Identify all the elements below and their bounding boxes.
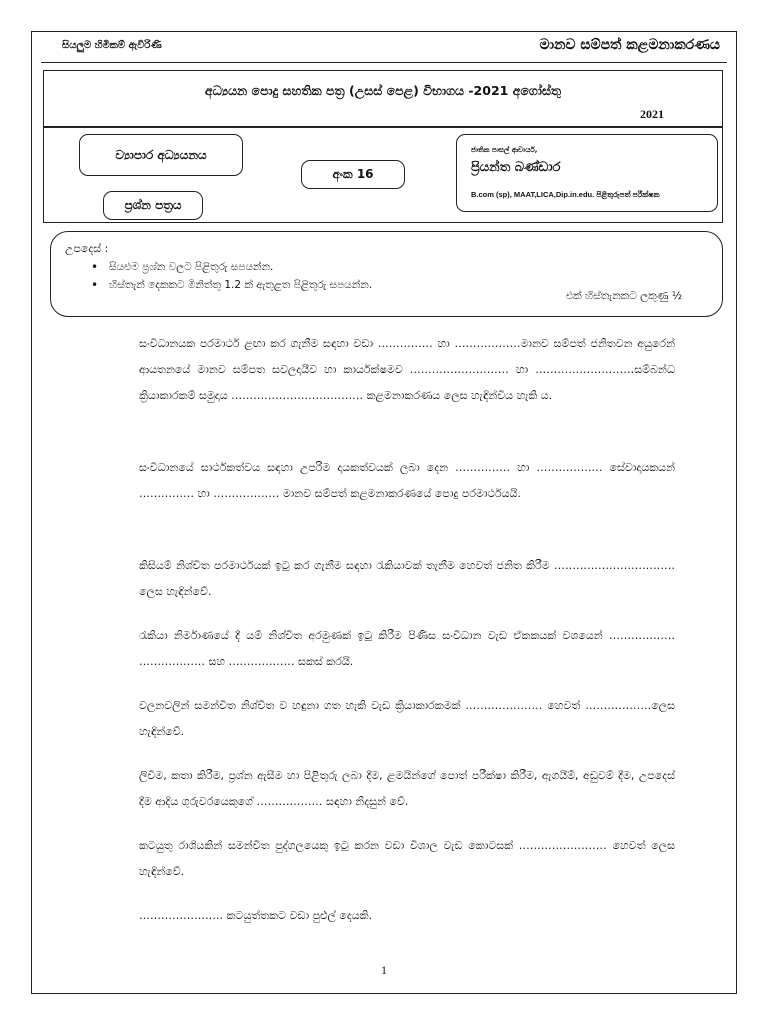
document-topic: මානව සම්පත් කළමනාකරණය xyxy=(539,37,720,53)
paper-type-box xyxy=(103,191,203,220)
copyright-notice: සියලුම හිමිකම් ඇවිරිණි xyxy=(62,40,162,51)
header-divider xyxy=(41,62,727,63)
subject-label: ව්‍යාපාර අධ්‍යයනය xyxy=(115,147,207,162)
question-2: සංවිධානයේ සාර්ථකත්වය සඳහා උපරිම දායකත්වයක් ලබා දෙන …………… හා ……………… සේවාදායකයන් …………… හා ……………… මානව සම්පත් කළමනාකරණයේ පොදු පරමාර්ථයයි. xyxy=(139,461,675,500)
marks-note: එක් හිස්තැනකට ලකුණු ½ xyxy=(565,290,682,302)
question-6: ලිවීම, කතා කිරීම, ප්‍රශ්න ඇසීම හා පිළිතුරු ලබා දීම, ළමයින්ගේ පොත් පරීක්ෂා කිරීම, ඇගයීම්, අඩුවම් දීම, උපදෙස් දීම ආදිය ගුරුවරයෙකුගේ ……………… සඳහා නිදසුන් වේ. xyxy=(139,769,675,808)
teacher-name: ප්‍රියන්ත බණ්ඩාර xyxy=(471,160,561,175)
exam-title: අධ්‍යයන පොදු සහතික පත්‍ර (උසස් පෙළ) විභාගය -2021 අගෝස්තු xyxy=(204,83,562,98)
exam-year: 2021 xyxy=(640,107,664,121)
question-1: සංවිධානයක පරමාර්ථ ළඟා කර ගැනීම සඳහා වඩා …………… හා ………………මානව සම්පත් ජනිතවන අයුරෙන් ආයතනයේ මානව සම්පත සවලදායීව හා කාර්යක්ෂමව ……………………… හා ………………………සම්බන්ධ ක්‍රියාකාරකම් සමුදාය ……………………………… කළමනාකරණය ලෙස හැඳින්විය හැකි ය. xyxy=(139,337,675,402)
question-4: රැකියා නිර්මාණයේ දී යම් නිශ්චිත අරමුණක් ඉටු කිරීම පිණිස සංවිධාන වැඩ ඒකකයක් වශයෙන් ……………… ……………… සහ ……………… සකස් කරයි. xyxy=(139,629,675,668)
question-5: වලනවලින් සමන්විත නිශ්චිත ව හඳුනා ගත හැකි වැඩ ක්‍රියාකාරකමක් ………………… හෙවත් ………………ලෙස හැඳින්වේ. xyxy=(139,699,675,738)
paper-number-box xyxy=(301,160,405,189)
subject-box xyxy=(79,134,243,176)
paper-number-label: අංක 16 xyxy=(332,167,374,181)
info-box xyxy=(43,126,723,223)
instructions-heading: උපදෙස් : xyxy=(65,242,109,255)
teacher-qualifications: B.com (sp), MAAT,LICA,Dip.in.edu. පිළිතුරුපත් පරීක්ෂක xyxy=(471,190,660,199)
instructions-box xyxy=(50,231,723,317)
teacher-role: ජාතික පාසල් ආචාර්ය, xyxy=(471,146,538,154)
teacher-box xyxy=(456,134,718,212)
question-8: ………………….. කටයුත්තකට වඩා පුළුල් දෙයකි. xyxy=(139,909,373,922)
instruction-item: • සියළුම ප්‍රශ්න වලට පිළිතුරු සපයන්න. xyxy=(91,258,372,276)
question-3: කිසියම් නිශ්චිත පරමාර්ථයක් ඉටු කර ගැනීම සඳහා රැකියාවක් තැනීම හෙවත් ජනිත කිරීම ……………………………ලෙස හැඳින්වේ. xyxy=(139,559,675,598)
instruction-item: • හිස්තැන් දෙකකට මිනිත්තු 1.2 ක් ඇතුළත පිළිතුරු සපයන්න. xyxy=(91,276,372,294)
exam-title-box xyxy=(43,70,723,128)
instructions-list xyxy=(91,258,372,294)
paper-type-label: ප්‍රශ්න පත්‍රය xyxy=(124,198,182,212)
question-7: කටයුතු රාශියකින් සමන්විත පුද්ගලයෙකු ඉටු කරන වඩා විශාල වැඩ කොටසක් …………………… හෙවත් ලෙස හැඳින්වේ. xyxy=(139,839,675,878)
page-number: 1 xyxy=(381,963,387,977)
